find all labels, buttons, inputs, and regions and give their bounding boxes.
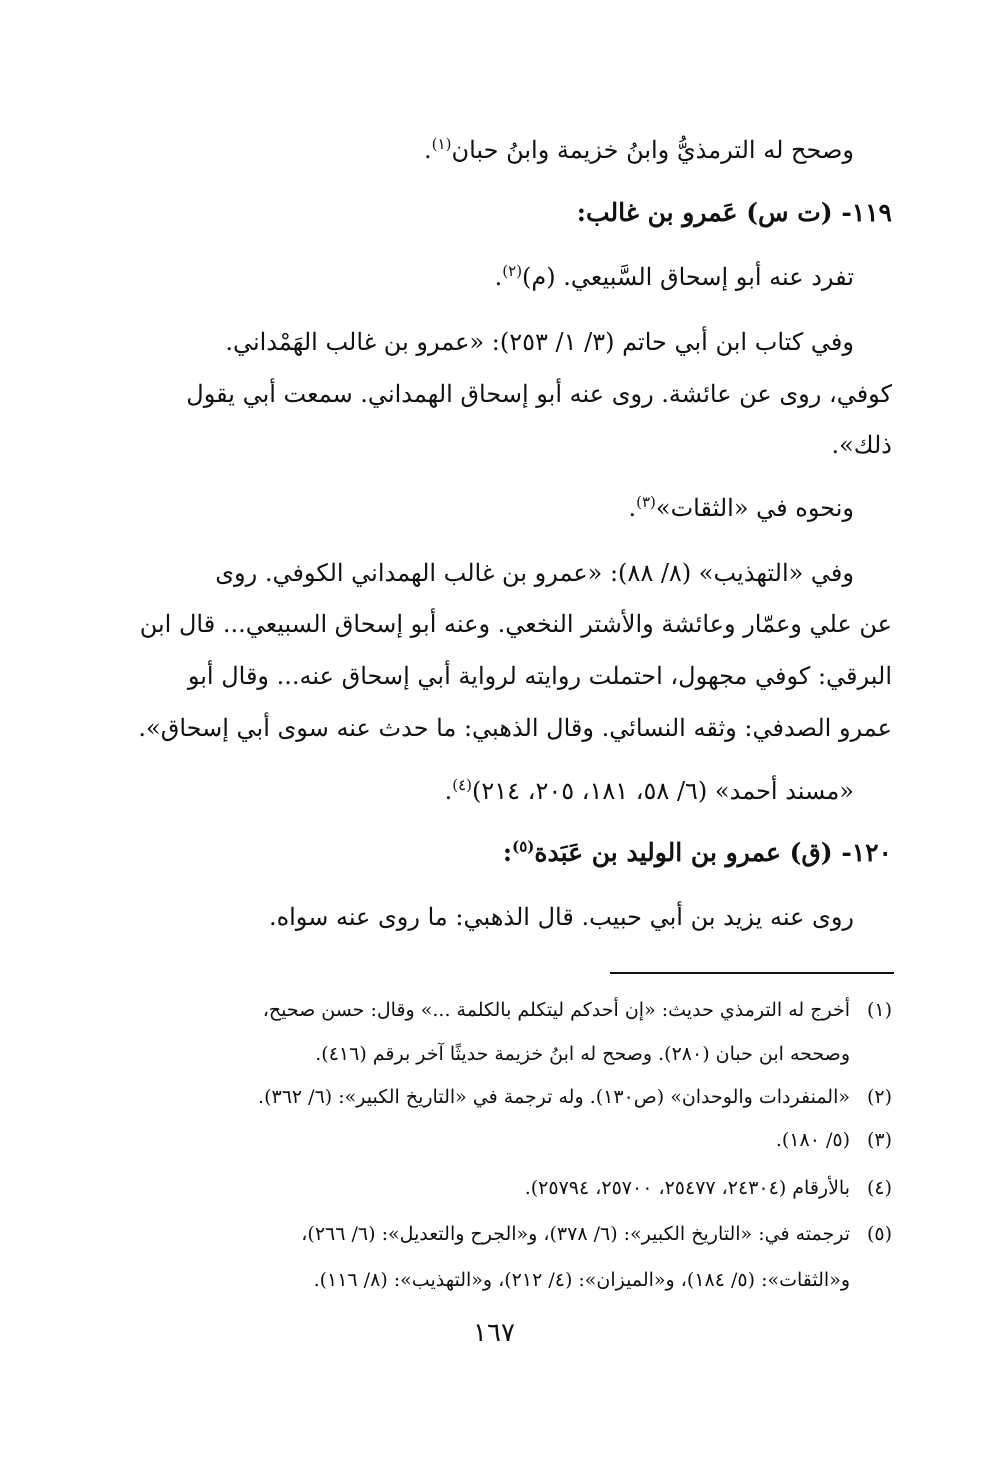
footnote-number: (١) bbox=[866, 999, 892, 1021]
footnote-5-cont: و«الثقات»: (٥/ ١٨٤)، و«الميزان»: (٤/ ٢١٢)، و«التهذيب»: (٨/ ١١٦). bbox=[313, 1269, 850, 1291]
text-segment: وصحح له الترمذيُّ وابنُ خزيمة وابنُ حبان bbox=[451, 136, 854, 164]
footnote-4 bbox=[525, 1172, 892, 1204]
footnote-ref[interactable]: (٤) bbox=[452, 776, 473, 794]
punctuation: . bbox=[424, 136, 432, 164]
text-line bbox=[628, 488, 854, 528]
footnote-text: ترجمته في: «التاريخ الكبير»: (٦/ ٣٧٨)، و«الجرح والتعديل»: (٦/ ٢٦٦)، bbox=[301, 1223, 850, 1245]
footnote-ref[interactable]: (٣) bbox=[636, 493, 656, 511]
footnote-ref[interactable]: (٢) bbox=[502, 262, 523, 280]
text-line bbox=[424, 130, 854, 170]
footnote-1 bbox=[263, 994, 892, 1026]
punctuation: . bbox=[628, 494, 637, 522]
footnote-number: (٤) bbox=[866, 1177, 892, 1199]
text-line: روى عنه يزيد بن أبي حبيب. قال الذهبي: ما روى عنه سواه. bbox=[268, 903, 854, 931]
text-line: كوفي، روى عن عائشة. روى عنه أبو إسحاق الهمداني. سمعت أبي يقول bbox=[186, 380, 892, 408]
text-line: عن علي وعمّار وعائشة والأشتر النخعي. وعنه أبو إسحاق السبيعي... قال ابن bbox=[139, 610, 892, 638]
footnote-number: (٣) bbox=[866, 1129, 892, 1151]
text-line: وفي «التهذيب» (٨/ ٨٨): «عمرو بن غالب الهمداني الكوفي. روى bbox=[215, 559, 854, 587]
text-segment: تفرد عنه أبو إسحاق السَّبيعي. (م) bbox=[522, 263, 854, 291]
punctuation: . bbox=[494, 263, 503, 291]
text-line: البرقي: كوفي مجهول، احتملت روايته لرواية أبي إسحاق عنه... وقال أبو bbox=[187, 662, 892, 690]
footnote-1-cont: وصححه ابن حبان (٢٨٠). وصحح له ابنُ خزيمة حديثًا آخر برقم (٤١٦). bbox=[315, 1043, 850, 1065]
footnote-divider bbox=[610, 972, 894, 974]
footnote-text: (٥/ ١٨٠). bbox=[775, 1129, 850, 1151]
footnote-text: بالأرقام (٢٤٣٠٤، ٢٥٤٧٧، ٢٥٧٠٠، ٢٥٧٩٤). bbox=[524, 1177, 850, 1199]
text-line bbox=[495, 257, 854, 297]
footnote-2 bbox=[258, 1081, 892, 1113]
heading-text: ١٢٠- (ق) عمرو بن الوليد بن عَبَدة bbox=[534, 838, 892, 867]
punctuation: : bbox=[502, 838, 513, 867]
page-number: ١٦٧ bbox=[473, 1318, 515, 1348]
text-line: وفي كتاب ابن أبي حاتم (٣/ ١/ ٢٥٣): «عمرو بن غالب الهَمْداني. bbox=[225, 328, 854, 356]
text-segment: «مسند أحمد» (٦/ ٥٨، ١٨١، ٢٠٥، ٢١٤) bbox=[472, 777, 854, 805]
text-line bbox=[445, 771, 854, 811]
footnote-5 bbox=[301, 1218, 892, 1250]
footnote-number: (٥) bbox=[866, 1223, 892, 1245]
text-line: عمرو الصدفي: وثقه النسائي. وقال الذهبي: ما حدث عنه سوى أبي إسحاق». bbox=[138, 714, 892, 742]
footnote-number: (٢) bbox=[866, 1086, 892, 1108]
footnote-3 bbox=[776, 1124, 892, 1156]
footnote-ref[interactable]: (٥) bbox=[512, 837, 535, 856]
footnote-text: «المنفردات والوحدان» (ص١٣٠). وله ترجمة في «التاريخ الكبير»: (٦/ ٣٦٢). bbox=[258, 1086, 850, 1108]
entry-heading-119: ١١٩- (ت س) عَمرو بن غالب: bbox=[576, 198, 892, 227]
entry-heading-120 bbox=[503, 833, 892, 873]
punctuation: . bbox=[444, 777, 453, 805]
text-segment: ونحوه في «الثقات» bbox=[655, 494, 854, 522]
footnote-ref[interactable]: (١) bbox=[431, 135, 452, 153]
footnote-text: أخرج له الترمذي حديث: «إن أحدكم ليتكلم بالكلمة ...» وقال: حسن صحيح، bbox=[262, 999, 850, 1021]
text-line: ذلك». bbox=[831, 431, 892, 459]
